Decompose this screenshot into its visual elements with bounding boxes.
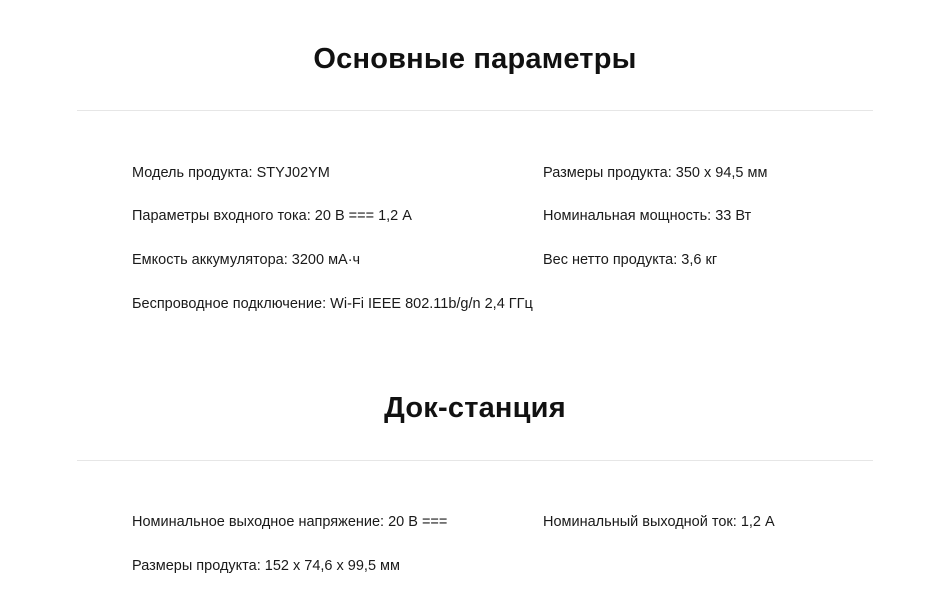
spec-item-rated-power bbox=[543, 206, 751, 226]
spec-value: 3,6 кг bbox=[681, 252, 718, 268]
spec-value: 20 В === bbox=[388, 514, 448, 530]
spec-label: Размеры продукта: bbox=[132, 558, 265, 574]
spec-value: STYJ02YM bbox=[256, 165, 330, 181]
spec-item-output-voltage bbox=[132, 512, 447, 532]
spec-label: Номинальная мощность: bbox=[543, 208, 716, 224]
spec-item-dock-dimensions bbox=[132, 556, 400, 576]
section-title-dock-station: Док-станция bbox=[384, 392, 566, 424]
spec-label: Номинальный выходной ток: bbox=[543, 514, 741, 530]
section-divider bbox=[77, 460, 873, 461]
spec-label: Вес нетто продукта: bbox=[543, 252, 682, 268]
section-title-main-params: Основные параметры bbox=[313, 43, 637, 75]
spec-item-dimensions bbox=[543, 163, 767, 183]
spec-value: 350 x 94,5 мм bbox=[675, 165, 768, 181]
spec-label: Размеры продукта: bbox=[543, 165, 676, 181]
spec-value: 3200 мА·ч bbox=[291, 252, 361, 268]
spec-item-wireless bbox=[132, 294, 533, 314]
spec-item-input-current bbox=[132, 206, 412, 226]
spec-value: 33 Вт bbox=[715, 208, 752, 224]
spec-label: Модель продукта: bbox=[132, 165, 257, 181]
spec-value: Wi-Fi IEEE 802.11b/g/n 2,4 ГГц bbox=[330, 296, 533, 312]
spec-label: Параметры входного тока: bbox=[132, 208, 315, 224]
spec-label: Емкость аккумулятора: bbox=[132, 252, 292, 268]
spec-label: Номинальное выходное напряжение: bbox=[132, 514, 389, 530]
section-divider bbox=[77, 110, 873, 111]
spec-item-model bbox=[132, 163, 330, 183]
spec-label: Беспроводное подключение: bbox=[132, 296, 331, 312]
spec-item-output-current bbox=[543, 512, 775, 532]
spec-value: 1,2 А bbox=[740, 514, 775, 530]
spec-value: 20 В === 1,2 А bbox=[314, 208, 412, 224]
spec-value: 152 x 74,6 x 99,5 мм bbox=[264, 558, 400, 574]
spec-item-net-weight bbox=[543, 250, 717, 270]
spec-item-battery-capacity bbox=[132, 250, 360, 270]
